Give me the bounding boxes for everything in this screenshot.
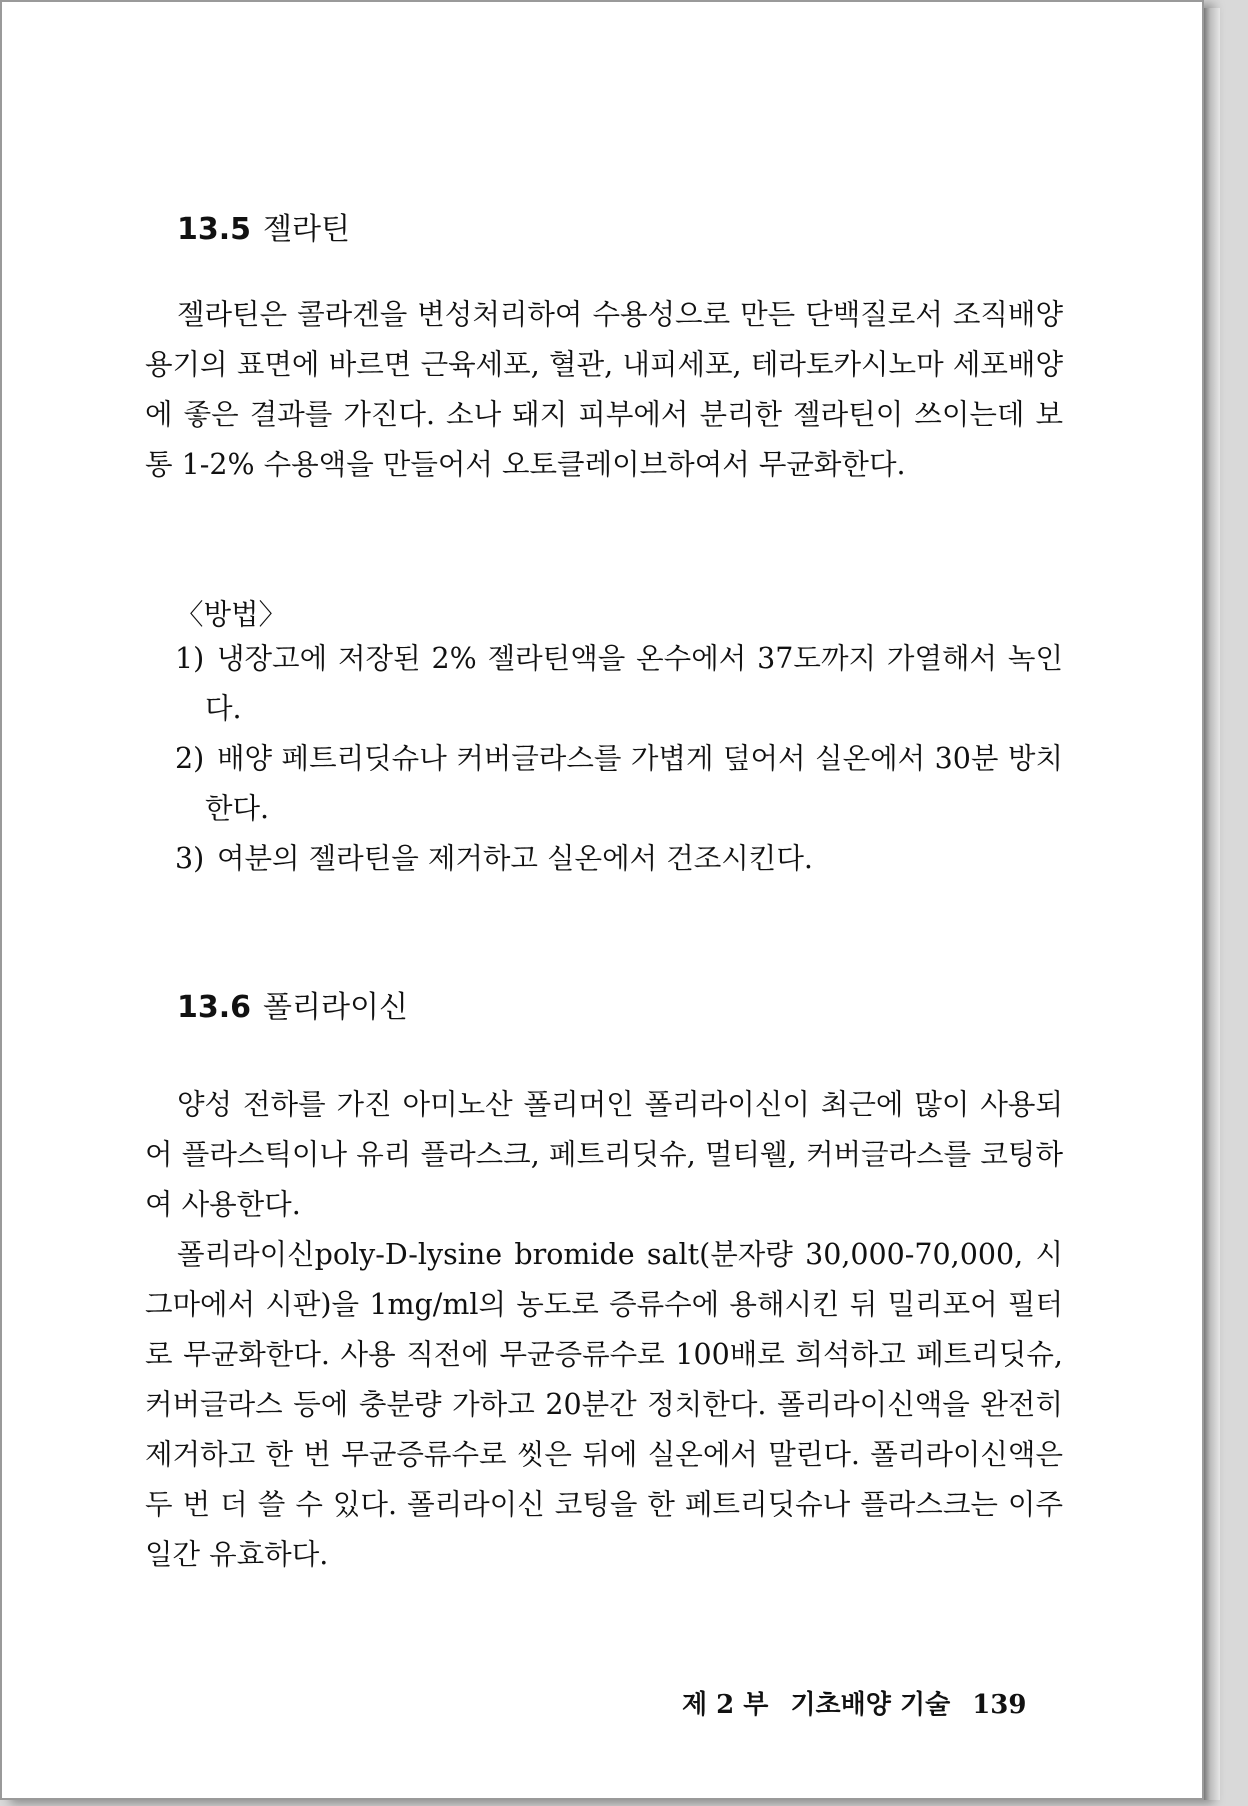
footer-part: 제 2 부 [682, 1690, 769, 1720]
method-step [175, 834, 1063, 884]
step-number: 1) [175, 642, 205, 675]
footer-chapter: 기초배양 기술 [790, 1690, 951, 1720]
method-step [175, 734, 1063, 834]
polylysine-paragraph-1: 양성 전하를 가진 아미노산 폴리머인 폴리라이신이 최근에 많이 사용되어 플라스틱이나 유리 플라스크, 페트리딧슈, 멀티웰, 커버글라스를 코팅하여 사용한다. [145, 1088, 1063, 1221]
section-heading-13-6 [177, 982, 408, 1026]
method-steps [175, 634, 1063, 884]
section-number: 13.5 [177, 212, 252, 247]
section-title: 젤라틴 [263, 212, 350, 247]
polylysine-paragraph-2: 폴리라이신poly-D-lysine bromide salt(분자량 30,000-70,000, 시그마에서 시판)을 1mg/ml의 농도로 증류수에 용해시킨 뒤 밀리포어 필터로 무균화한다. 사용 직전에 무균증류수로 100배로 희석하고 페트리딧슈, 커버글라스 등에 충분량 가하고 20분간 정치한다. 폴리라이신액을 완전히 제거하고 한 번 무균증류수로 씻은 뒤에 실온에서 말린다. 폴리라이신액은 두 번 더 쓸 수 있다. 폴리라이신 코팅을 한 페트리딧슈나 플라스크는 이주일간 유효하다. [145, 1238, 1063, 1571]
step-text: 배양 페트리딧슈나 커버글라스를 가볍게 덮어서 실온에서 30분 방치한다. [205, 742, 1063, 825]
section-number: 13.6 [177, 990, 252, 1025]
method-step [175, 634, 1063, 734]
step-text: 여분의 젤라틴을 제거하고 실온에서 건조시킨다. [217, 842, 813, 875]
step-text: 냉장고에 저장된 2% 젤라틴액을 온수에서 37도까지 가열해서 녹인다. [205, 642, 1063, 725]
page-footer [682, 1684, 1026, 1721]
page-number: 139 [972, 1690, 1027, 1720]
section-heading-13-5 [177, 204, 350, 248]
method-title: 〈방법〉 [175, 598, 288, 631]
section-title: 폴리라이신 [263, 990, 408, 1025]
gelatin-paragraph: 젤라틴은 콜라겐을 변성처리하여 수용성으로 만든 단백질로서 조직배양 용기의 표면에 바르면 근육세포, 혈관, 내피세포, 테라토카시노마 세포배양에 좋은 결과를 가진다. 소나 돼지 피부에서 분리한 젤라틴이 쓰이는데 보통 1-2% 수용액을 만들어서 오토클레이브하여서 무균화한다. [145, 298, 1063, 481]
step-number: 2) [175, 742, 205, 775]
page-stack-edge [1204, 8, 1220, 1800]
step-number: 3) [175, 842, 205, 875]
